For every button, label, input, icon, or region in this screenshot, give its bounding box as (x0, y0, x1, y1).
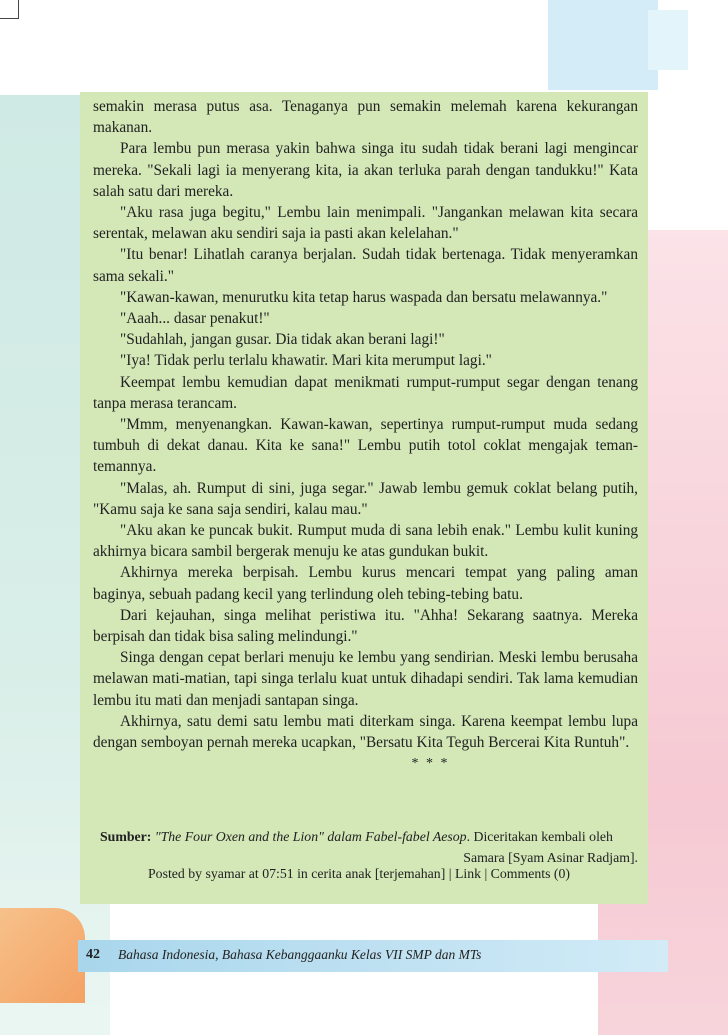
book-title: Bahasa Indonesia, Bahasa Kebanggaanku Kelas VII SMP dan MTs (118, 947, 482, 962)
story-paragraph: "Mmm, menyenangkan. Kawan-kawan, sepertinya rumput-rumput muda sedang tumbuh di dekat danau. Kita ke sana!" Lembu putih totol coklat mengajak teman-temannya. (93, 416, 638, 476)
story-paragraph: Para lembu pun merasa yakin bahwa singa itu sudah tidak berani lagi mengincar mereka. "Sekali lagi ia menyerang kita, ia akan terluka parah dengan tandukku!" Kata salah satu dari mereka. (93, 140, 638, 200)
story-paragraph: "Kawan-kawan, menurutku kita tetap harus waspada dan bersatu melawannya." (120, 288, 608, 306)
story-paragraph: "Aku akan ke puncak bukit. Rumput muda di sana lebih enak." Lembu kulit kuning akhirnya bicara sambil bergerak menuju ke atas gundukan bukit. (93, 522, 638, 561)
section-separator: * * * (411, 756, 450, 772)
decor-orange-block (0, 908, 85, 1003)
source-author: Samara [Syam Asinar Radjam]. (463, 850, 638, 865)
crop-mark-top (0, 0, 19, 19)
story-text (93, 96, 638, 774)
story-paragraph: "Aaah... dasar penakut!" (120, 310, 270, 328)
story-paragraph: Dari kejauhan, singa melihat peristiwa itu. "Ahha! Sekarang saatnya. Mereka berpisah dan tidak bisa saling melindungi." (93, 606, 638, 646)
decor-top-right (548, 0, 658, 90)
source-citation (100, 826, 638, 868)
story-paragraph: Singa dengan cepat berlari menuju ke lembu yang sendirian. Meski lembu berusaha melawan mati-matian, tapi singa terlalu kuat untuk dihadapi sendiri. Tak lama kemudian lembu itu mati dan menjadi santapan singa. (93, 649, 638, 709)
source-label: Sumber: (100, 829, 152, 844)
story-paragraph: "Aku rasa juga begitu," Lembu lain menimpali. "Jangankan melawan kita secara serentak, melawan aku sendiri saja ia pasti akan kelelahan." (93, 204, 638, 243)
story-paragraph: Akhirnya, satu demi satu lembu mati diterkam singa. Karena keempat lembu lupa dengan semboyan pernah mereka ucapkan, "Bersatu Kita Teguh Bercerai Kita Runtuh". (93, 712, 638, 752)
page-number: 42 (86, 947, 100, 962)
story-paragraph: semakin merasa putus asa. Tenaganya pun semakin melemah karena kekurangan makanan. (93, 98, 638, 137)
posted-info: Posted by syamar at 07:51 in cerita anak [terjemahan] | Link | Comments (0) (148, 866, 570, 881)
source-title: "The Four Oxen and the Lion" dalam Fabel-fabel Aesop (154, 829, 467, 844)
source-rest: . Diceritakan kembali oleh (466, 829, 613, 844)
story-paragraph: "Iya! Tidak perlu terlalu khawatir. Mari kita merumput lagi." (120, 352, 492, 370)
decor-top-right-small (648, 10, 688, 70)
story-paragraph: Akhirnya mereka berpisah. Lembu kurus mencari tempat yang paling aman baginya, sebuah padang kecil yang terlindung oleh tebing-tebing batu. (93, 564, 638, 603)
story-paragraph: Keempat lembu kemudian dapat menikmati rumput-rumput segar dengan tenang tanpa merasa terancam. (93, 373, 638, 412)
story-paragraph: "Malas, ah. Rumput di sini, juga segar." Jawab lembu gemuk coklat belang putih, "Kamu saja ke sana saja sendiri, kalau mau." (93, 479, 638, 518)
story-paragraph: "Itu benar! Lihatlah caranya berjalan. Sudah tidak bertenaga. Tidak menyeramkan sama sekali." (93, 246, 638, 285)
story-paragraph: "Sudahlah, jangan gusar. Dia tidak akan berani lagi!" (120, 331, 445, 349)
